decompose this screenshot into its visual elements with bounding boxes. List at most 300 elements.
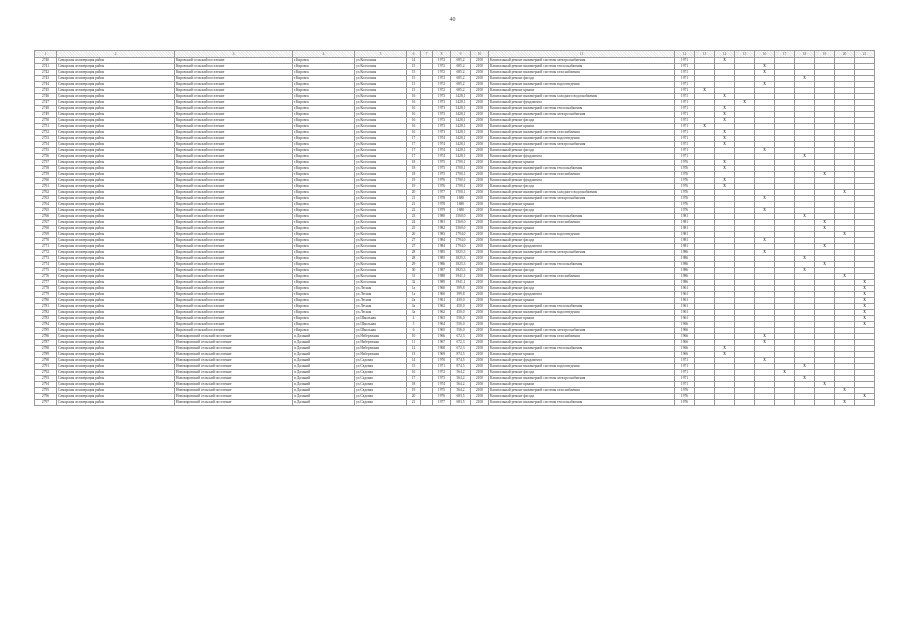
table-cell: Капитальный ремонт инженерной системы водоотведения: [489, 82, 675, 88]
table-cell: Самарская агломерация район: [57, 388, 175, 394]
column-header: 1: [35, 51, 57, 58]
table-cell: Капитальный ремонт инженерной системы газоснабжения: [489, 172, 675, 178]
table-cell: 1976: [675, 388, 695, 394]
table-cell: X: [835, 232, 855, 238]
table-cell: 30: [407, 268, 421, 274]
table-cell: ул.Колхозная: [355, 166, 407, 172]
table-cell: Самарская агломерация район: [57, 172, 175, 178]
table-cell: Кировский сельский поселение: [175, 76, 293, 82]
table-cell: Новокировский сельский поселение: [175, 370, 293, 376]
table-cell: Кировский сельский поселение: [175, 94, 293, 100]
table-cell: 15: [407, 82, 421, 88]
table-cell: ул.Колхозная: [355, 70, 407, 76]
table-cell: 1680: [451, 208, 471, 214]
table-cell: ул.Колхозная: [355, 112, 407, 118]
column-header: 4: [293, 51, 355, 58]
table-cell: 1974: [433, 148, 451, 154]
table-cell: 18: [407, 382, 421, 388]
table-cell: Кировский сельский поселение: [175, 148, 293, 154]
table-cell: Кировский сельский поселение: [175, 322, 293, 328]
table-cell: Кировский сельский поселение: [175, 136, 293, 142]
table-cell: 1966: [675, 346, 695, 352]
table-cell: 21: [407, 202, 421, 208]
table-cell: Самарская агломерация район: [57, 274, 175, 280]
table-cell: 1966: [675, 328, 695, 334]
table-cell: Самарская агломерация район: [57, 226, 175, 232]
table-cell: 1825,3: [451, 256, 471, 262]
table-cell: Кировский сельский поселение: [175, 310, 293, 316]
table-cell: X: [815, 262, 835, 268]
table-cell: Самарская агломерация район: [57, 268, 175, 274]
table-cell: ул.Садовая: [355, 394, 407, 400]
table-cell: ул.Колхозная: [355, 178, 407, 184]
table-cell: Самарская агломерация район: [57, 130, 175, 136]
table-cell: ул.Лесная: [355, 286, 407, 292]
table-cell: п.Дальний: [293, 352, 355, 358]
table-cell: 685,2: [451, 76, 471, 82]
table-cell: Самарская агломерация район: [57, 184, 175, 190]
table-cell: Самарская агломерация район: [57, 136, 175, 142]
table-cell: 2100: [471, 382, 489, 388]
table-cell: 1976: [675, 400, 695, 406]
table-cell: 2741: [35, 64, 57, 70]
table-cell: 1972: [433, 70, 451, 76]
table-cell: Капитальный ремонт инженерной системы теплоснабжения: [489, 106, 675, 112]
table-cell: X: [715, 94, 735, 100]
table-cell: 28: [407, 250, 421, 256]
table-cell: 2100: [471, 58, 489, 64]
table-cell: X: [855, 286, 875, 292]
table-cell: 1973: [433, 100, 451, 106]
table-cell: X: [855, 304, 875, 310]
table-cell: 450,0: [451, 310, 471, 316]
table-cell: Самарская агломерация район: [57, 328, 175, 334]
table-cell: Кировский сельский поселение: [175, 154, 293, 160]
table-cell: 1978: [433, 196, 451, 202]
column-header: 19: [815, 51, 835, 58]
table-cell: Самарская агломерация район: [57, 280, 175, 286]
table-cell: Капитальный ремонт инженерной системы теплоснабжения: [489, 64, 675, 70]
table-cell: 11: [407, 340, 421, 346]
table-cell: 2100: [471, 310, 489, 316]
table-cell: Самарская агломерация район: [57, 76, 175, 82]
table-cell: 3а: [407, 304, 421, 310]
table-cell: 1973: [433, 112, 451, 118]
table-body: [35, 58, 875, 406]
table-cell: 1981: [675, 238, 695, 244]
table-cell: ул.Школьная: [355, 322, 407, 328]
table-cell: 26: [407, 232, 421, 238]
table-cell: X: [715, 142, 735, 148]
table-cell: 2751: [35, 124, 57, 130]
column-header: 2: [57, 51, 175, 58]
table-cell: 2783: [35, 316, 57, 322]
table-cell: Капитальный ремонт инженерной системы газоснабжения: [489, 274, 675, 280]
table-cell: 1971: [675, 376, 695, 382]
table-cell: [755, 400, 775, 406]
table-cell: 2755: [35, 148, 57, 154]
table-cell: 874,5: [451, 352, 471, 358]
table-cell: 2100: [471, 394, 489, 400]
table-cell: ул.Садовая: [355, 370, 407, 376]
table-cell: Капитальный ремонт инженерной системы газоснабжения: [489, 334, 675, 340]
table-cell: 1971: [675, 88, 695, 94]
table-cell: X: [755, 358, 775, 364]
table-cell: 2100: [471, 214, 489, 220]
table-cell: 2753: [35, 136, 57, 142]
table-cell: Капитальный ремонт крыши: [489, 160, 675, 166]
table-cell: Капитальный ремонт крыши: [489, 298, 675, 304]
table-cell: Капитальный ремонт крыши: [489, 316, 675, 322]
table-cell: 2100: [471, 358, 489, 364]
table-cell: 1971: [675, 370, 695, 376]
table-cell: 14: [407, 58, 421, 64]
table-cell: 1968: [433, 346, 451, 352]
table-cell: Самарская агломерация район: [57, 298, 175, 304]
table-cell: Самарская агломерация район: [57, 310, 175, 316]
table-cell: 2795: [35, 388, 57, 394]
table-cell: 1986: [675, 262, 695, 268]
table-cell: Кировский сельский поселение: [175, 226, 293, 232]
table-cell: X: [795, 376, 815, 382]
table-cell: 1987: [433, 268, 451, 274]
table-cell: Самарская агломерация район: [57, 124, 175, 130]
table-cell: 450,0: [451, 304, 471, 310]
table-cell: 1974: [433, 142, 451, 148]
table-cell: п.Дальний: [293, 388, 355, 394]
table-cell: Самарская агломерация район: [57, 256, 175, 262]
table-cell: 564,2: [451, 382, 471, 388]
table-cell: г.Кировск: [293, 118, 355, 124]
table-cell: 2100: [471, 262, 489, 268]
table-cell: 2758: [35, 166, 57, 172]
table-cell: X: [775, 370, 795, 376]
table-cell: 1965: [433, 328, 451, 334]
table-cell: 2100: [471, 376, 489, 382]
table-cell: 1а: [407, 286, 421, 292]
table-cell: X: [715, 184, 735, 190]
table-cell: 2100: [471, 220, 489, 226]
table-cell: X: [715, 160, 735, 166]
table-cell: 1975: [433, 160, 451, 166]
table-cell: 2100: [471, 118, 489, 124]
table-cell: 2100: [471, 298, 489, 304]
table-cell: Самарская агломерация район: [57, 370, 175, 376]
column-header: 3: [175, 51, 293, 58]
table-cell: 1972: [433, 88, 451, 94]
table-cell: 2767: [35, 220, 57, 226]
table-cell: Кировский сельский поселение: [175, 286, 293, 292]
table-cell: 1961: [675, 316, 695, 322]
table-cell: г.Кировск: [293, 154, 355, 160]
table-cell: 1825,3: [451, 250, 471, 256]
table-cell: г.Кировск: [293, 310, 355, 316]
table-cell: Самарская агломерация район: [57, 394, 175, 400]
table-cell: ул.Колхозная: [355, 118, 407, 124]
table-cell: 1963: [433, 316, 451, 322]
table-cell: г.Кировск: [293, 100, 355, 106]
table-cell: Кировский сельский поселение: [175, 64, 293, 70]
table-cell: 18: [407, 172, 421, 178]
table-cell: Капитальный ремонт фасада: [489, 148, 675, 154]
table-cell: ул.Колхозная: [355, 220, 407, 226]
table-cell: 685,2: [451, 64, 471, 70]
table-cell: 1971: [433, 364, 451, 370]
table-cell: 2100: [471, 304, 489, 310]
table-cell: 1981: [675, 226, 695, 232]
table-cell: 2100: [471, 316, 489, 322]
table-cell: г.Кировск: [293, 82, 355, 88]
table-cell: 2786: [35, 334, 57, 340]
table-cell: 19: [407, 178, 421, 184]
table-cell: 1964: [433, 322, 451, 328]
table-cell: 2100: [471, 232, 489, 238]
table-cell: 2100: [471, 76, 489, 82]
table-cell: 685,2: [451, 58, 471, 64]
table-cell: 1971: [675, 130, 695, 136]
table-cell: Самарская агломерация район: [57, 376, 175, 382]
column-header: 12: [675, 51, 695, 58]
table-cell: 2775: [35, 268, 57, 274]
table-cell: 32: [407, 280, 421, 286]
table-cell: X: [715, 106, 735, 112]
table-cell: Кировский сельский поселение: [175, 262, 293, 268]
table-cell: 685,2: [451, 70, 471, 76]
table-cell: Новокировский сельский поселение: [175, 358, 293, 364]
table-cell: Новокировский сельский поселение: [175, 364, 293, 370]
table-cell: 1976: [675, 190, 695, 196]
table-cell: г.Кировск: [293, 244, 355, 250]
table-cell: Самарская агломерация район: [57, 214, 175, 220]
table-cell: Кировский сельский поселение: [175, 268, 293, 274]
table-cell: Капитальный ремонт инженерной системы теплоснабжения: [489, 262, 675, 268]
table-cell: Самарская агломерация район: [57, 94, 175, 100]
table-cell: Самарская агломерация район: [57, 358, 175, 364]
table-cell: 2794: [35, 382, 57, 388]
table-cell: Новокировский сельский поселение: [175, 346, 293, 352]
table-cell: 1976: [433, 184, 451, 190]
table-cell: 2793: [35, 376, 57, 382]
table-cell: 1961: [433, 298, 451, 304]
table-cell: 1971: [675, 364, 695, 370]
table-cell: Самарская агломерация район: [57, 334, 175, 340]
table-cell: 1971: [675, 142, 695, 148]
table-cell: г.Кировск: [293, 70, 355, 76]
table-cell: 1428,1: [451, 118, 471, 124]
table-cell: Самарская агломерация район: [57, 322, 175, 328]
table-cell: 2760: [35, 178, 57, 184]
table-cell: 2782: [35, 310, 57, 316]
table-cell: Кировский сельский поселение: [175, 70, 293, 76]
table-cell: 1984: [433, 244, 451, 250]
table-cell: г.Кировск: [293, 316, 355, 322]
column-header: 21: [855, 51, 875, 58]
table-cell: ул.Лесная: [355, 304, 407, 310]
table-cell: 2100: [471, 172, 489, 178]
table-cell: 2100: [471, 190, 489, 196]
table-cell: 2100: [471, 340, 489, 346]
table-cell: 1971: [675, 100, 695, 106]
table-cell: X: [715, 178, 735, 184]
table-cell: ул.Колхозная: [355, 190, 407, 196]
table-cell: ул.Колхозная: [355, 208, 407, 214]
table-cell: Самарская агломерация район: [57, 64, 175, 70]
table-cell: ул.Садовая: [355, 400, 407, 406]
table-cell: 2100: [471, 202, 489, 208]
table-cell: 27: [407, 244, 421, 250]
table-cell: X: [715, 112, 735, 118]
table-cell: Капитальный ремонт фасада: [489, 118, 675, 124]
table-cell: ул.Садовая: [355, 376, 407, 382]
table-cell: ул.Колхозная: [355, 64, 407, 70]
table-cell: 2780: [35, 298, 57, 304]
table-cell: 2790: [35, 358, 57, 364]
table-cell: Новокировский сельский поселение: [175, 400, 293, 406]
table-cell: 15: [407, 88, 421, 94]
table-cell: ул.Колхозная: [355, 196, 407, 202]
table-cell: 1428,1: [451, 136, 471, 142]
table-cell: Капитальный ремонт инженерной системы электроснабжения: [489, 196, 675, 202]
table-cell: [795, 400, 815, 406]
table-cell: г.Кировск: [293, 304, 355, 310]
table-cell: Капитальный ремонт инженерной системы водоотведения: [489, 232, 675, 238]
table-cell: 1962: [433, 310, 451, 316]
table-cell: Капитальный ремонт фундамента: [489, 292, 675, 298]
table-cell: 1976: [675, 196, 695, 202]
table-cell: Капитальный ремонт крыши: [489, 382, 675, 388]
table-cell: 17: [407, 376, 421, 382]
table-cell: 1428,1: [451, 142, 471, 148]
table-cell: 564,2: [451, 370, 471, 376]
table-cell: Самарская агломерация район: [57, 112, 175, 118]
table-cell: 1680: [451, 196, 471, 202]
table-cell: Самарская агломерация район: [57, 250, 175, 256]
table-cell: 1984: [433, 238, 451, 244]
table-cell: 1971: [675, 136, 695, 142]
table-cell: 20: [407, 394, 421, 400]
table-cell: X: [835, 190, 855, 196]
table-cell: 3а: [407, 310, 421, 316]
table-cell: 1986: [675, 268, 695, 274]
table-cell: Кировский сельский поселение: [175, 304, 293, 310]
table-cell: ул.Колхозная: [355, 58, 407, 64]
table-cell: Кировский сельский поселение: [175, 328, 293, 334]
table-cell: Капитальный ремонт инженерной системы теплоснабжения: [489, 346, 675, 352]
table-cell: 2100: [471, 88, 489, 94]
table-cell: ул.Колхозная: [355, 148, 407, 154]
table-cell: 2779: [35, 292, 57, 298]
table-cell: 17: [407, 136, 421, 142]
table-cell: Капитальный ремонт фасада: [489, 238, 675, 244]
table-cell: 1985: [433, 250, 451, 256]
table-cell: 683,5: [451, 394, 471, 400]
table-cell: X: [755, 82, 775, 88]
table-cell: Кировский сельский поселение: [175, 178, 293, 184]
table-cell: 28: [407, 256, 421, 262]
table-cell: г.Кировск: [293, 130, 355, 136]
table-cell: X: [715, 166, 735, 172]
table-cell: Кировский сельский поселение: [175, 130, 293, 136]
table-cell: Кировский сельский поселение: [175, 238, 293, 244]
table-cell: X: [795, 154, 815, 160]
table-cell: ул.Колхозная: [355, 268, 407, 274]
table-cell: 2745: [35, 88, 57, 94]
table-cell: Капитальный ремонт инженерной системы газоснабжения: [489, 220, 675, 226]
table-cell: г.Кировск: [293, 172, 355, 178]
table-cell: 2100: [471, 346, 489, 352]
table-cell: г.Кировск: [293, 124, 355, 130]
table-cell: 2100: [471, 286, 489, 292]
table-cell: г.Кировск: [293, 106, 355, 112]
table-cell: 1977: [433, 400, 451, 406]
table-cell: 672,3: [451, 346, 471, 352]
table-cell: 16: [407, 370, 421, 376]
table-cell: 1983: [433, 232, 451, 238]
table-cell: Самарская агломерация район: [57, 142, 175, 148]
table-cell: 17: [407, 148, 421, 154]
table-cell: 2100: [471, 388, 489, 394]
table-cell: 1961: [675, 286, 695, 292]
table-cell: Капитальный ремонт крыши: [489, 256, 675, 262]
table-cell: 2100: [471, 268, 489, 274]
table-cell: Кировский сельский поселение: [175, 208, 293, 214]
table-cell: 6: [407, 328, 421, 334]
table-cell: 2100: [471, 196, 489, 202]
table-cell: Кировский сельский поселение: [175, 172, 293, 178]
table-cell: 683,5: [451, 400, 471, 406]
table-cell: 1966: [433, 334, 451, 340]
table-cell: X: [855, 310, 875, 316]
table-cell: 29: [407, 262, 421, 268]
table-cell: Самарская агломерация район: [57, 88, 175, 94]
table-cell: 1971: [675, 64, 695, 70]
table-cell: 16: [407, 94, 421, 100]
table-cell: Кировский сельский поселение: [175, 88, 293, 94]
table-cell: Кировский сельский поселение: [175, 256, 293, 262]
column-header: 18: [795, 51, 815, 58]
table-cell: [855, 400, 875, 406]
table-cell: Капитальный ремонт инженерной системы электроснабжения: [489, 250, 675, 256]
table-cell: ул.Колхозная: [355, 106, 407, 112]
table-cell: г.Кировск: [293, 64, 355, 70]
table-cell: 2100: [471, 148, 489, 154]
table-cell: 1985: [433, 256, 451, 262]
table-cell: 1986: [433, 262, 451, 268]
table-cell: Самарская агломерация район: [57, 82, 175, 88]
table-cell: г.Кировск: [293, 58, 355, 64]
table-cell: X: [755, 148, 775, 154]
table-cell: 556,0: [451, 322, 471, 328]
table-cell: Капитальный ремонт фасада: [489, 208, 675, 214]
table-cell: Самарская агломерация район: [57, 202, 175, 208]
table-cell: Капитальный ремонт инженерной системы электроснабжения: [489, 142, 675, 148]
table-cell: X: [755, 70, 775, 76]
table-cell: 2100: [471, 100, 489, 106]
table-cell: 1825,3: [451, 262, 471, 268]
table-cell: Капитальный ремонт инженерной системы водоотведения: [489, 364, 675, 370]
table-cell: ул.Колхозная: [355, 88, 407, 94]
table-cell: ул.Колхозная: [355, 100, 407, 106]
table-cell: X: [755, 250, 775, 256]
table-cell: Самарская агломерация район: [57, 178, 175, 184]
table-cell: X: [715, 58, 735, 64]
table-cell: г.Кировск: [293, 274, 355, 280]
column-header: 7: [421, 51, 433, 58]
table-cell: 1794,0: [451, 238, 471, 244]
table-cell: Капитальный ремонт фундамента: [489, 100, 675, 106]
table-cell: 1971: [675, 118, 695, 124]
table-cell: 556,0: [451, 316, 471, 322]
